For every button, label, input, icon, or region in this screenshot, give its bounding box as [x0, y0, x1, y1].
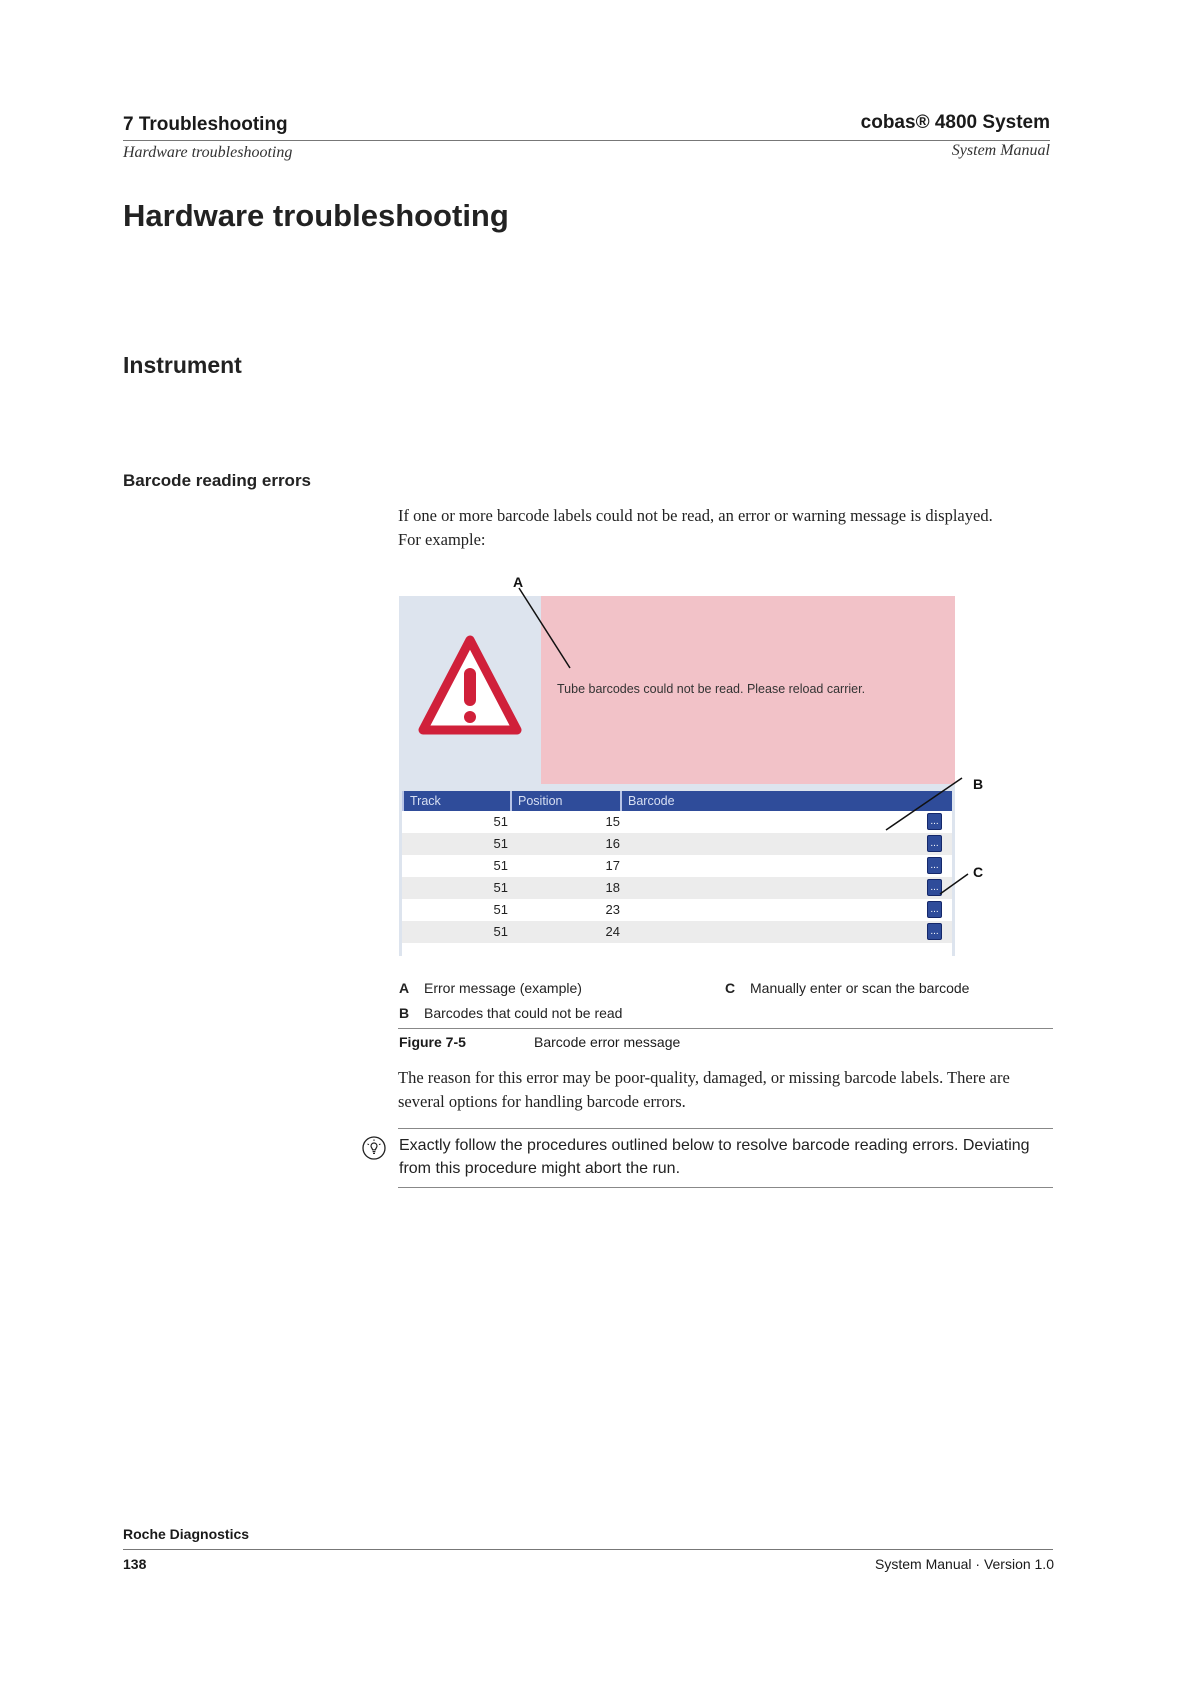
edit-barcode-button[interactable]: ...: [927, 857, 942, 874]
edit-barcode-button[interactable]: ...: [927, 879, 942, 896]
position-cell: 18: [605, 880, 620, 895]
callout-c-line: [940, 874, 968, 894]
error-message: Tube barcodes could not be read. Please reload carrier.: [557, 682, 866, 696]
note-text: Exactly follow the procedures outlined below to resolve barcode reading errors. Deviating from this procedure might abort the run.: [399, 1137, 1030, 1177]
callout-b-label: B: [973, 776, 984, 792]
product-name: cobas® 4800 System: [860, 112, 1050, 133]
chapter-title: 7 Troubleshooting: [123, 114, 288, 135]
legend-key: B: [399, 1005, 410, 1021]
position-cell: 16: [605, 836, 620, 851]
legend-item: [399, 980, 582, 996]
legend-item: [399, 1005, 622, 1021]
callout-b-line: [886, 778, 962, 830]
legend-key: C: [725, 980, 736, 996]
position-cell: 17: [605, 858, 620, 873]
page-title: Hardware troubleshooting: [123, 198, 509, 233]
edit-barcode-button[interactable]: ...: [927, 813, 942, 830]
footer-company: Roche Diagnostics: [123, 1526, 250, 1542]
figure-number: Figure 7-5: [399, 1034, 466, 1050]
callout-a-line: [519, 588, 570, 668]
note-bottom-rule: [398, 1187, 1053, 1188]
edit-barcode-button[interactable]: ...: [927, 835, 942, 852]
track-cell: 51: [493, 814, 508, 829]
legend-text: Error message (example): [424, 980, 582, 996]
page-number: 138: [123, 1556, 147, 1572]
manual-name: System Manual: [951, 142, 1050, 159]
legend-text: Barcodes that could not be read: [424, 1005, 623, 1021]
figure-divider: [398, 1028, 1053, 1029]
legend-text: Manually enter or scan the barcode: [750, 980, 970, 996]
topic-heading: Barcode reading errors: [123, 471, 312, 490]
column-header-track[interactable]: Track: [402, 791, 510, 811]
section-name: Hardware troubleshooting: [123, 144, 293, 161]
callout-a-label: A: [513, 574, 524, 590]
position-cell: 24: [605, 924, 620, 939]
position-cell: 15: [605, 814, 620, 829]
note-top-rule: [398, 1128, 1053, 1129]
manual-version: System Manual · Version 1.0: [875, 1556, 1054, 1572]
footer-divider: [123, 1549, 1053, 1550]
reason-paragraph: The reason for this error may be poor-quality, damaged, or missing barcode labels. There are several options for handling barcode errors.: [398, 1068, 1010, 1111]
legend-item: [725, 980, 969, 996]
intro-paragraph: If one or more barcode labels could not be read, an error or warning message is displayed. For example:: [398, 506, 993, 549]
track-cell: 51: [493, 924, 508, 939]
column-header-position[interactable]: Position: [510, 791, 618, 811]
section-heading: Instrument: [123, 352, 242, 378]
lightbulb-icon: [362, 1136, 386, 1160]
edit-barcode-button[interactable]: ...: [927, 923, 942, 940]
track-cell: 51: [493, 858, 508, 873]
legend-key: A: [399, 980, 410, 996]
position-cell: 23: [605, 902, 620, 917]
callout-c-label: C: [973, 864, 984, 880]
edit-barcode-button[interactable]: ...: [927, 901, 942, 918]
track-cell: 51: [493, 902, 508, 917]
figure-caption: Barcode error message: [534, 1034, 681, 1050]
column-header-barcode[interactable]: Barcode: [620, 791, 948, 811]
track-cell: 51: [493, 880, 508, 895]
track-cell: 51: [493, 836, 508, 851]
